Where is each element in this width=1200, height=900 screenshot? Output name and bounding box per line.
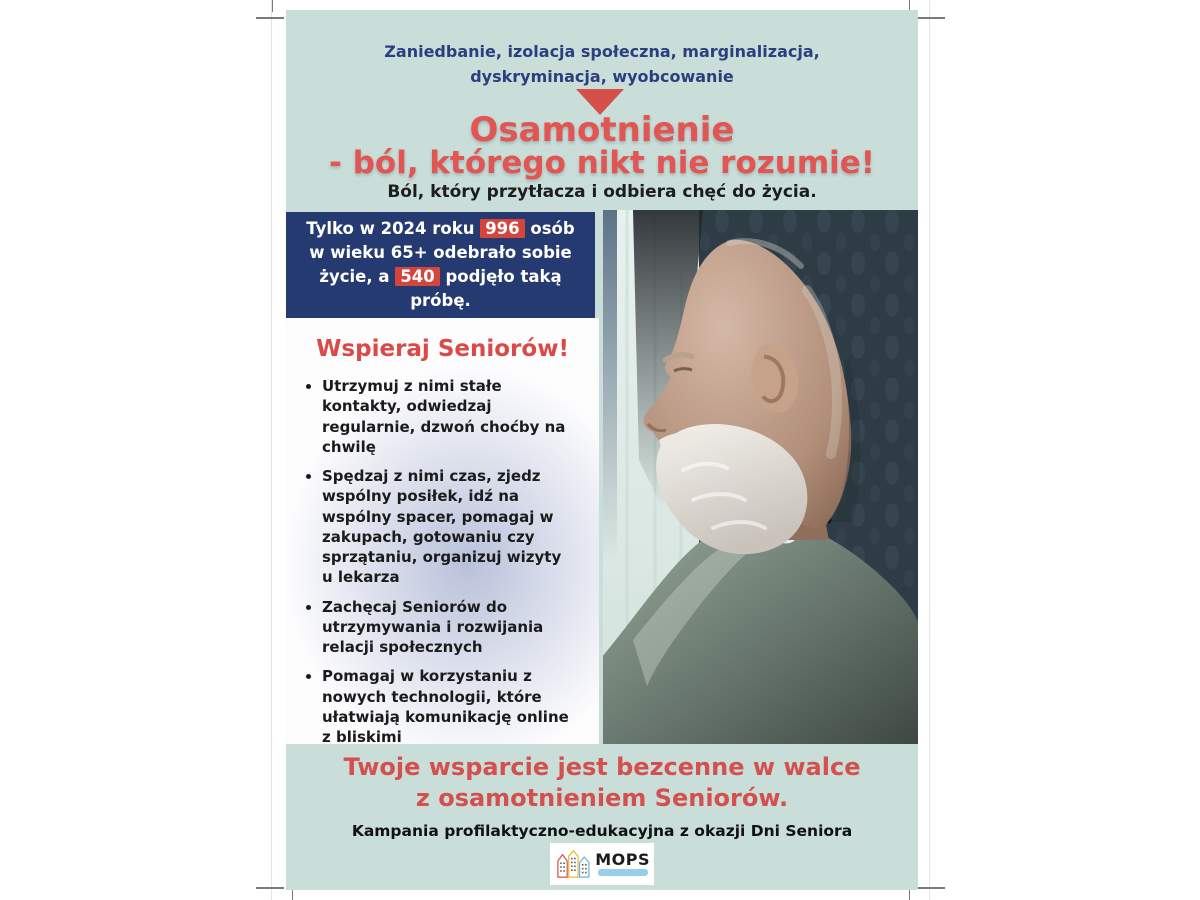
list-item: • Utrzymuj z nimi stałe kontakty, odwiedzaj regularnie, dzwoń choćby na chwilę	[322, 376, 570, 457]
footer-message	[286, 752, 918, 813]
crop-mark	[256, 887, 284, 889]
mops-logo	[550, 843, 654, 885]
crop-mark	[917, 17, 945, 19]
left-guide-line	[271, 0, 272, 900]
keywords-text	[286, 40, 918, 90]
statistics-text	[304, 217, 577, 313]
footer-message-line1: Twoje wsparcie jest bezcenne w walce	[343, 753, 861, 781]
footer-message-line2: z osamotnieniem Seniorów.	[415, 783, 789, 812]
elderly-man-photo	[603, 210, 918, 744]
keywords-line2: dyskryminacja, wyobcowanie	[470, 66, 734, 86]
mops-logo-brush-stroke	[598, 869, 648, 876]
mops-logo-text-block	[595, 852, 650, 876]
stat-text-part2: osób w wieku 65+ odebrało sobie życie, a	[309, 219, 575, 286]
statistics-box	[286, 212, 595, 318]
list-item: • Spędzaj z nimi czas, zjedz wspólny posiłek, idź na wspólny spacer, pomagaj w zakupach, gotowaniu czy sprzątaniu, organizuj wizyty u lekarza	[322, 466, 570, 588]
right-guide-line	[929, 0, 930, 900]
crop-mark	[272, 0, 273, 12]
list-item: • Zachęcaj Seniorów do utrzymywania i rozwijania relacji społecznych	[322, 597, 570, 658]
support-title: Wspieraj Seniorów!	[316, 336, 569, 362]
crop-mark	[909, 890, 910, 900]
crop-mark	[256, 17, 284, 19]
mops-logo-buildings-icon	[554, 846, 591, 882]
support-list	[308, 376, 589, 744]
stat-value-suicides: 996	[480, 219, 524, 238]
title-line1: Osamotnienie	[469, 110, 735, 150]
title-line2: - ból, którego nikt nie rozumie!	[329, 144, 875, 181]
poster-page	[286, 10, 918, 890]
mops-logo-label: MOPS	[595, 850, 650, 869]
list-item: • Pomagaj w korzystaniu z nowych technologii, które ułatwiają komunikację online z bliskimi	[322, 666, 570, 744]
keywords-line1: Zaniedbanie, izolacja społeczna, marginalizacja,	[384, 42, 820, 61]
crop-mark	[292, 890, 293, 900]
crop-mark	[917, 887, 945, 889]
poster-title	[286, 110, 918, 181]
stat-text-part1: Tylko w 2024 roku	[306, 219, 481, 239]
stat-text-part3: podjęło taką próbę.	[410, 267, 562, 310]
support-panel	[286, 318, 599, 744]
poster-subtitle: Ból, który przytłacza i odbiera chęć do życia.	[387, 182, 817, 202]
campaign-line: Kampania profilaktyczno-edukacyjna z okazji Dni Seniora	[351, 822, 853, 840]
stat-value-attempts: 540	[395, 267, 439, 286]
